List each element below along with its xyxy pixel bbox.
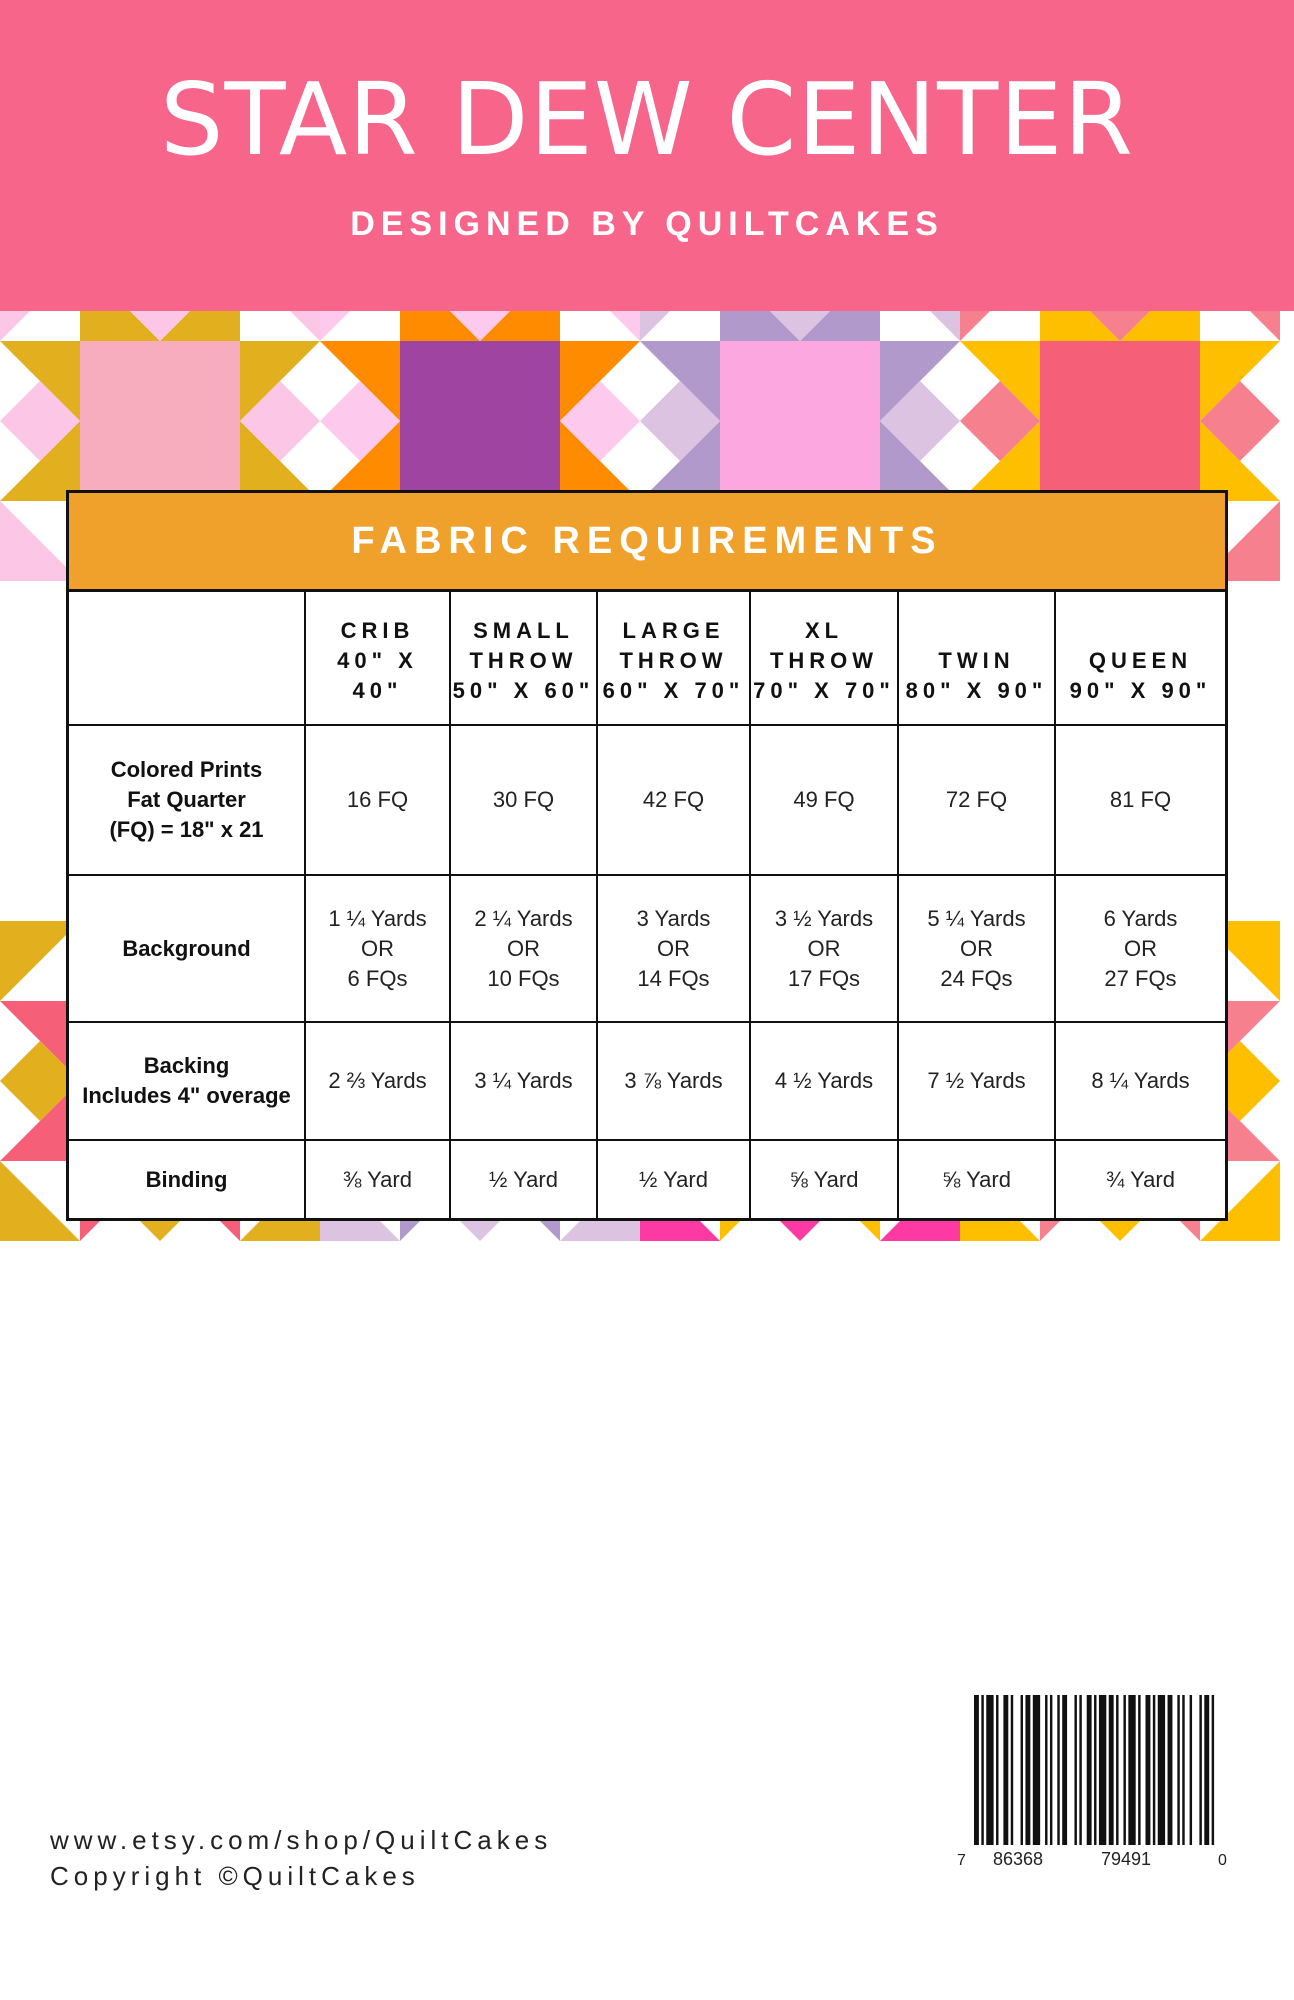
row-label: Backing Includes 4" overage — [69, 1022, 305, 1140]
cell-xl-throw: ⅝ Yard — [750, 1140, 898, 1218]
barcode-bar — [1003, 1695, 1008, 1845]
cell-crib: ⅜ Yard — [305, 1140, 450, 1218]
barcode-bar — [1021, 1695, 1023, 1845]
barcode-bar — [996, 1695, 998, 1845]
barcode-group-1: 86368 — [992, 1849, 1044, 1869]
cell-queen: 81 FQ — [1055, 725, 1225, 875]
barcode-bar — [1199, 1695, 1201, 1845]
barcode-bar — [1109, 1695, 1114, 1845]
cell-large-throw: 3 ⅞ Yards — [597, 1022, 750, 1140]
barcode-bar — [1099, 1695, 1106, 1845]
size-queen: QUEEN 90" X 90" — [1055, 592, 1225, 725]
barcode-bar — [1212, 1695, 1214, 1845]
barcode-bar — [1177, 1695, 1179, 1845]
corner-cell — [69, 592, 305, 725]
cell-small-throw: ½ Yard — [450, 1140, 597, 1218]
fabric-requirements-table — [66, 490, 1228, 1221]
row-label: Binding — [69, 1140, 305, 1218]
cell-small-throw: 30 FQ — [450, 725, 597, 875]
barcode-bar — [1057, 1695, 1059, 1845]
barcode-bar — [981, 1695, 983, 1845]
barcode-bar — [1182, 1695, 1184, 1845]
barcode-right-digit: 0 — [1218, 1852, 1227, 1869]
cell-xl-throw: 49 FQ — [750, 725, 898, 875]
barcode-bar — [1116, 1695, 1118, 1845]
barcode-bar — [1050, 1695, 1052, 1845]
cell-xl-throw: 3 ½ Yards OR 17 FQs — [750, 875, 898, 1022]
cell-twin: 7 ½ Yards — [898, 1022, 1055, 1140]
cell-small-throw: 2 ¼ Yards OR 10 FQs — [450, 875, 597, 1022]
barcode-bar — [1204, 1695, 1209, 1845]
row-label: Colored Prints Fat Quarter (FQ) = 18" x 21 — [69, 725, 305, 875]
barcode-bar — [986, 1695, 993, 1845]
size-header-row — [69, 592, 1225, 725]
barcode-bar — [1025, 1695, 1030, 1845]
table-title: FABRIC REQUIREMENTS — [69, 493, 1225, 592]
barcode-left-digit: 7 — [957, 1852, 966, 1869]
cell-large-throw: 42 FQ — [597, 725, 750, 875]
barcode-bar — [1045, 1695, 1047, 1845]
barcode-bar — [1087, 1695, 1092, 1845]
cell-crib: 1 ¼ Yards OR 6 FQs — [305, 875, 450, 1022]
barcode-bar — [1079, 1695, 1081, 1845]
row-label: Background — [69, 875, 305, 1022]
copyright-notice: Copyright ©QuiltCakes — [50, 1861, 420, 1891]
cell-large-throw: 3 Yards OR 14 FQs — [597, 875, 750, 1022]
barcode-bar — [1153, 1695, 1155, 1845]
cell-xl-throw: 4 ½ Yards — [750, 1022, 898, 1140]
barcode — [956, 1695, 1228, 1870]
cell-queen: 8 ¼ Yards — [1055, 1022, 1225, 1140]
table-row-colored-prints — [69, 725, 1225, 875]
cell-queen: ¾ Yard — [1055, 1140, 1225, 1218]
size-small-throw: SMALL THROW 50" X 60" — [450, 592, 597, 725]
barcode-bar — [974, 1695, 979, 1845]
pattern-title: STAR DEW CENTER — [160, 61, 1134, 178]
cell-large-throw: ½ Yard — [597, 1140, 750, 1218]
size-xl-throw: XL THROW 70" X 70" — [750, 592, 898, 725]
barcode-group-2: 79491 — [1100, 1849, 1152, 1869]
barcode-bar — [1168, 1695, 1173, 1845]
requirements-grid — [69, 592, 1225, 1218]
barcode-bar — [1128, 1695, 1135, 1845]
barcode-bar — [1033, 1695, 1040, 1845]
cell-small-throw: 3 ¼ Yards — [450, 1022, 597, 1140]
size-crib: CRIB 40" X 40" — [305, 592, 450, 725]
cell-crib: 2 ⅔ Yards — [305, 1022, 450, 1140]
barcode-bar — [1138, 1695, 1140, 1845]
barcode-bar — [1190, 1695, 1192, 1845]
barcode-bar — [1074, 1695, 1076, 1845]
size-twin: TWIN 80" X 90" — [898, 592, 1055, 725]
cell-twin: 72 FQ — [898, 725, 1055, 875]
designer-credit: DESIGNED BY QUILTCAKES — [350, 205, 944, 243]
shop-url[interactable]: www.etsy.com/shop/QuiltCakes — [50, 1825, 553, 1855]
barcode-bar — [1123, 1695, 1125, 1845]
table-row-binding — [69, 1140, 1225, 1218]
title-banner — [0, 0, 1294, 311]
barcode-bar — [1011, 1695, 1013, 1845]
size-large-throw: LARGE THROW 60" X 70" — [597, 592, 750, 725]
cell-twin: ⅝ Yard — [898, 1140, 1055, 1218]
cell-crib: 16 FQ — [305, 725, 450, 875]
barcode-bar — [1094, 1695, 1096, 1845]
table-row-backing — [69, 1022, 1225, 1140]
barcode-bar — [1146, 1695, 1151, 1845]
barcode-bar — [1062, 1695, 1067, 1845]
cell-twin: 5 ¼ Yards OR 24 FQs — [898, 875, 1055, 1022]
footer — [50, 1822, 552, 1894]
table-row-background — [69, 875, 1225, 1022]
cell-queen: 6 Yards OR 27 FQs — [1055, 875, 1225, 1022]
barcode-bar — [1158, 1695, 1165, 1845]
